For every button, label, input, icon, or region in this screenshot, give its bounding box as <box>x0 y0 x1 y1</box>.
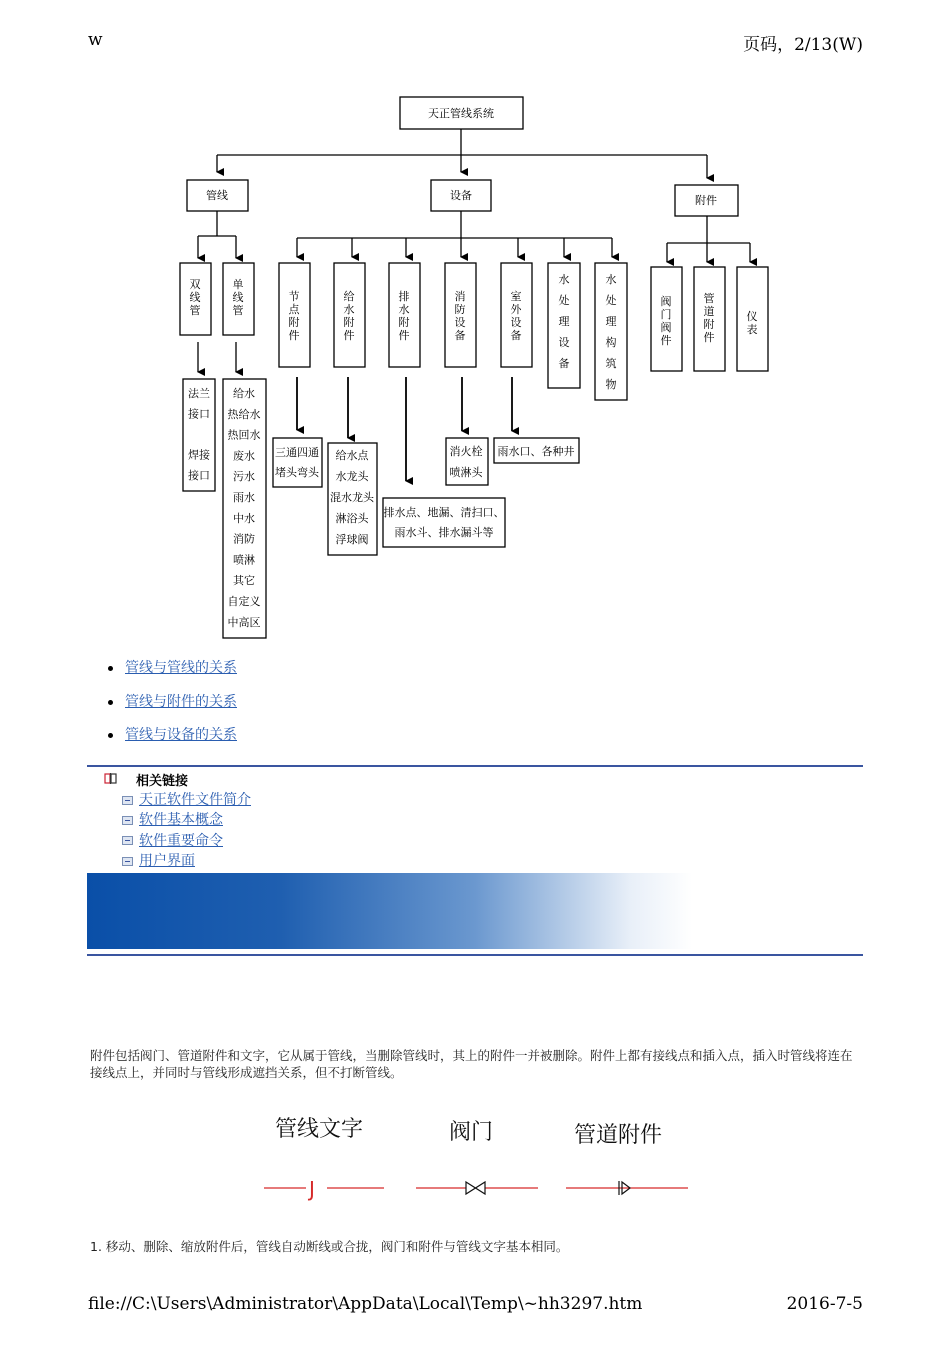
pipe-label: 管线 <box>206 189 228 202</box>
fitting-label: 附件 <box>695 194 717 207</box>
footer-path: file://C:\Users\Administrator\AppData\Local\Temp\~hh3297.htm <box>88 1294 643 1314</box>
related-links-list <box>122 790 251 871</box>
fitting-symbols <box>0 1170 950 1210</box>
related-link-item <box>122 831 251 851</box>
device-type-label: 室外设备 <box>510 290 522 342</box>
outdoor-items: 雨水口、各种井 <box>497 445 575 458</box>
device-type-label: 排水附件 <box>398 290 410 342</box>
label-valve: 阀门 <box>449 1120 494 1145</box>
book-icon <box>104 772 118 785</box>
fitting-type-label: 仪表 <box>746 310 758 336</box>
arrow-box-icon <box>122 816 133 825</box>
related-link-ui[interactable]: 用户界面 <box>139 853 195 870</box>
single-pipe-items: 给水热给水热回水废水污水雨水中水消防喷淋其它自定义中高区 <box>227 387 261 629</box>
bullet-item <box>108 692 237 726</box>
device-type-label: 给水附件 <box>343 290 355 342</box>
related-links-title: 相关链接 <box>136 774 189 789</box>
bullet-item <box>108 658 237 692</box>
valve-icon <box>466 1182 485 1194</box>
double-pipe-label: 双线管 <box>189 278 201 317</box>
double-pipe-items: 法兰接口焊接接口 <box>188 387 210 482</box>
root-label: 天正管线系统 <box>428 107 494 120</box>
related-link-item <box>122 790 251 810</box>
fitting-type-label: 阀门阀件 <box>660 295 672 347</box>
header-left: w <box>88 30 103 50</box>
link-pipe-pipe[interactable]: 管线与管线的关系 <box>125 660 237 676</box>
water-supply-items: 给水点水龙头混水龙头淋浴头浮球阀 <box>330 449 374 546</box>
fire-items: 消火栓喷淋头 <box>449 445 483 479</box>
single-pipe-label: 单线管 <box>232 278 244 317</box>
arrow-box-icon <box>122 857 133 866</box>
fitting-type-label: 管道附件 <box>703 292 715 344</box>
pipe-text-glyph: J <box>309 1177 315 1201</box>
device-type-label: 水处理设备 <box>558 273 570 370</box>
note-1: 1. 移动、删除、缩放附件后，管线自动断线或合拢，阀门和附件与管线文字基本相同。 <box>90 1239 569 1254</box>
node-items: 三通四通堵头弯头 <box>275 446 319 479</box>
device-type-label: 节点附件 <box>288 290 300 342</box>
drain-items: 排水点、地漏、清扫口、雨水斗、排水漏斗等 <box>383 506 505 539</box>
arrow-box-icon <box>122 836 133 845</box>
pipe-system-diagram <box>0 0 950 650</box>
device-type-label: 消防设备 <box>454 290 466 342</box>
related-link-commands[interactable]: 软件重要命令 <box>139 832 223 849</box>
related-link-intro[interactable]: 天正软件文件简介 <box>139 792 251 809</box>
device-label: 设备 <box>450 189 472 202</box>
arrow-box-icon <box>122 796 133 805</box>
footer-date: 2016-7-5 <box>786 1294 863 1314</box>
bullet-item <box>108 725 237 759</box>
related-link-item <box>122 851 251 871</box>
divider-bottom <box>87 954 863 956</box>
gradient-banner <box>87 873 863 949</box>
related-link-concepts[interactable]: 软件基本概念 <box>139 812 223 829</box>
label-pipe-text: 管线文字 <box>275 1117 364 1142</box>
header-page-number: 页码，2/13(W) <box>743 35 863 55</box>
label-pipe-fitting: 管道附件 <box>574 1123 663 1148</box>
related-link-item <box>122 810 251 830</box>
divider-top <box>87 765 863 767</box>
link-pipe-fitting[interactable]: 管线与附件的关系 <box>125 693 237 710</box>
link-pipe-device[interactable]: 管线与设备的关系 <box>125 727 237 743</box>
fitting-description: 附件包括阀门、管道附件和文字，它从属于管线，当删除管线时，其上的附件一并被删除。附件上都有接线点和插入点，插入时管线将连在接线点上，并同时与管线形成遮挡关系，但不打断管线。 <box>90 1048 853 1080</box>
device-type-label: 水处理构筑物 <box>605 273 617 391</box>
relation-list <box>108 658 237 759</box>
